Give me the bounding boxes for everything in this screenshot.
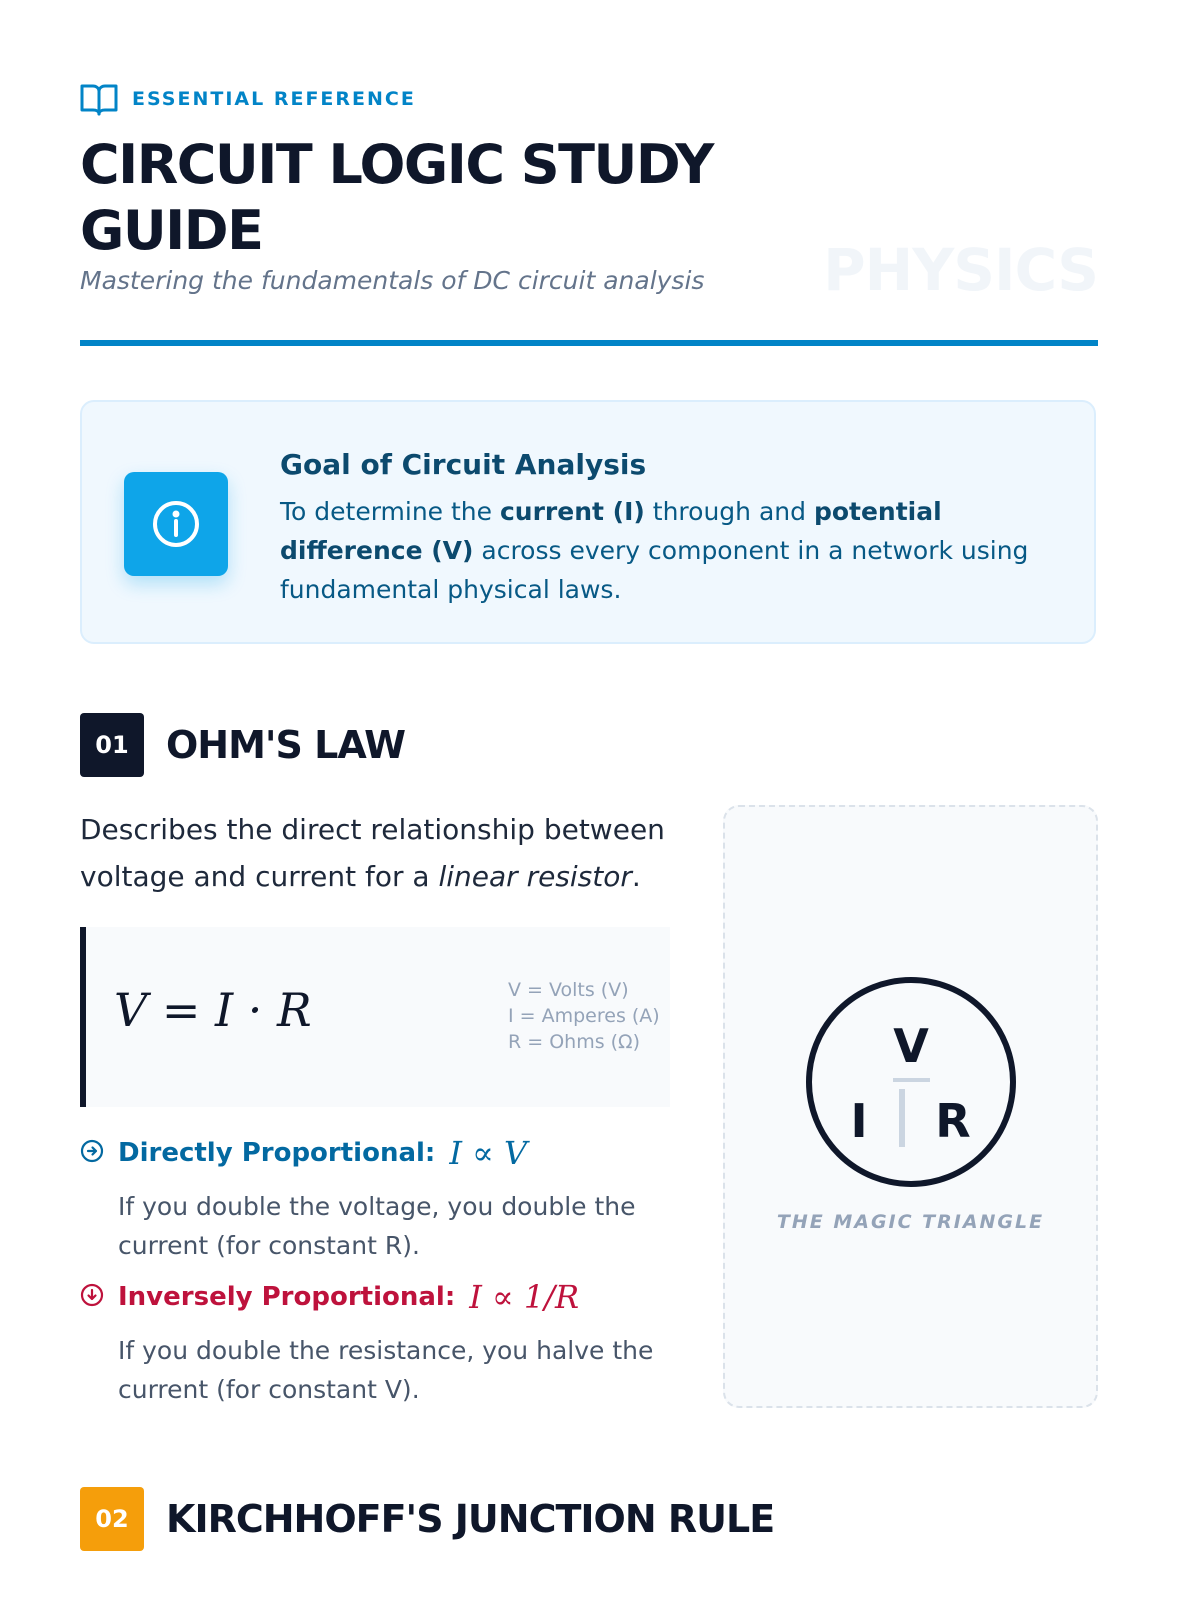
- arrow-down-circle-icon: [80, 1283, 104, 1312]
- info-icon: [124, 472, 228, 576]
- triangle-letter-i: I: [850, 1094, 868, 1148]
- section-number-badge: 02: [80, 1487, 144, 1551]
- ohms-law-description: Describes the direct relationship between voltage and current for a linear resistor.: [80, 813, 665, 893]
- arrow-right-circle-icon: [80, 1139, 104, 1168]
- section-title: OHM'S LAW: [166, 723, 405, 767]
- page-subtitle: Mastering the fundamentals of DC circuit analysis: [80, 266, 705, 295]
- inverse-proportional-math: I ∝ 1/R: [469, 1278, 580, 1316]
- section-ohms-law-header: [80, 713, 405, 777]
- formula-box: [80, 927, 670, 1107]
- unit-volts: V = Volts (V): [508, 979, 629, 1001]
- eyebrow-label: ESSENTIAL REFERENCE: [132, 88, 416, 110]
- page-title: CIRCUIT LOGIC STUDY GUIDE: [80, 133, 713, 262]
- direct-proportional-row: [80, 1134, 527, 1172]
- direct-proportional-math: I ∝ V: [449, 1134, 528, 1172]
- inverse-proportional-row: [80, 1278, 579, 1316]
- section-kirchhoff-header: [80, 1487, 774, 1551]
- book-icon: [80, 82, 118, 116]
- goal-term-voltage: potential difference (V): [280, 497, 942, 565]
- watermark: PHYSICS: [823, 236, 1098, 304]
- inverse-proportional-text: If you double the resistance, you halve the current (for constant V).: [118, 1336, 654, 1404]
- study-guide-page: [80, 0, 1098, 1600]
- triangle-letter-v: V: [893, 1019, 929, 1073]
- goal-callout: [80, 400, 1096, 644]
- unit-legend: [508, 977, 660, 1055]
- unit-amperes: I = Amperes (A): [508, 1005, 660, 1027]
- goal-text: To determine the current (I) through and potential difference (V) across every component in a network using fundamental physical laws.: [280, 497, 1029, 604]
- inverse-proportional-label: Inversely Proportional:: [118, 1282, 456, 1312]
- section-number-badge: 01: [80, 713, 144, 777]
- direct-proportional-text: If you double the voltage, you double the current (for constant R).: [118, 1192, 636, 1260]
- goal-title: Goal of Circuit Analysis: [280, 448, 647, 481]
- section-title: KIRCHHOFF'S JUNCTION RULE: [166, 1497, 775, 1541]
- magic-triangle-panel: [723, 805, 1098, 1408]
- unit-ohms: R = Ohms (Ω): [508, 1031, 640, 1053]
- ohms-law-formula: V = I · R: [114, 983, 312, 1037]
- magic-triangle-diagram: [725, 807, 1096, 1207]
- triangle-caption: THE MAGIC TRIANGLE: [776, 1211, 1045, 1233]
- triangle-letter-r: R: [935, 1094, 971, 1148]
- goal-term-current: current (I): [499, 497, 645, 526]
- eyebrow: [80, 82, 416, 116]
- direct-proportional-label: Directly Proportional:: [118, 1138, 436, 1168]
- header-divider: [80, 340, 1098, 346]
